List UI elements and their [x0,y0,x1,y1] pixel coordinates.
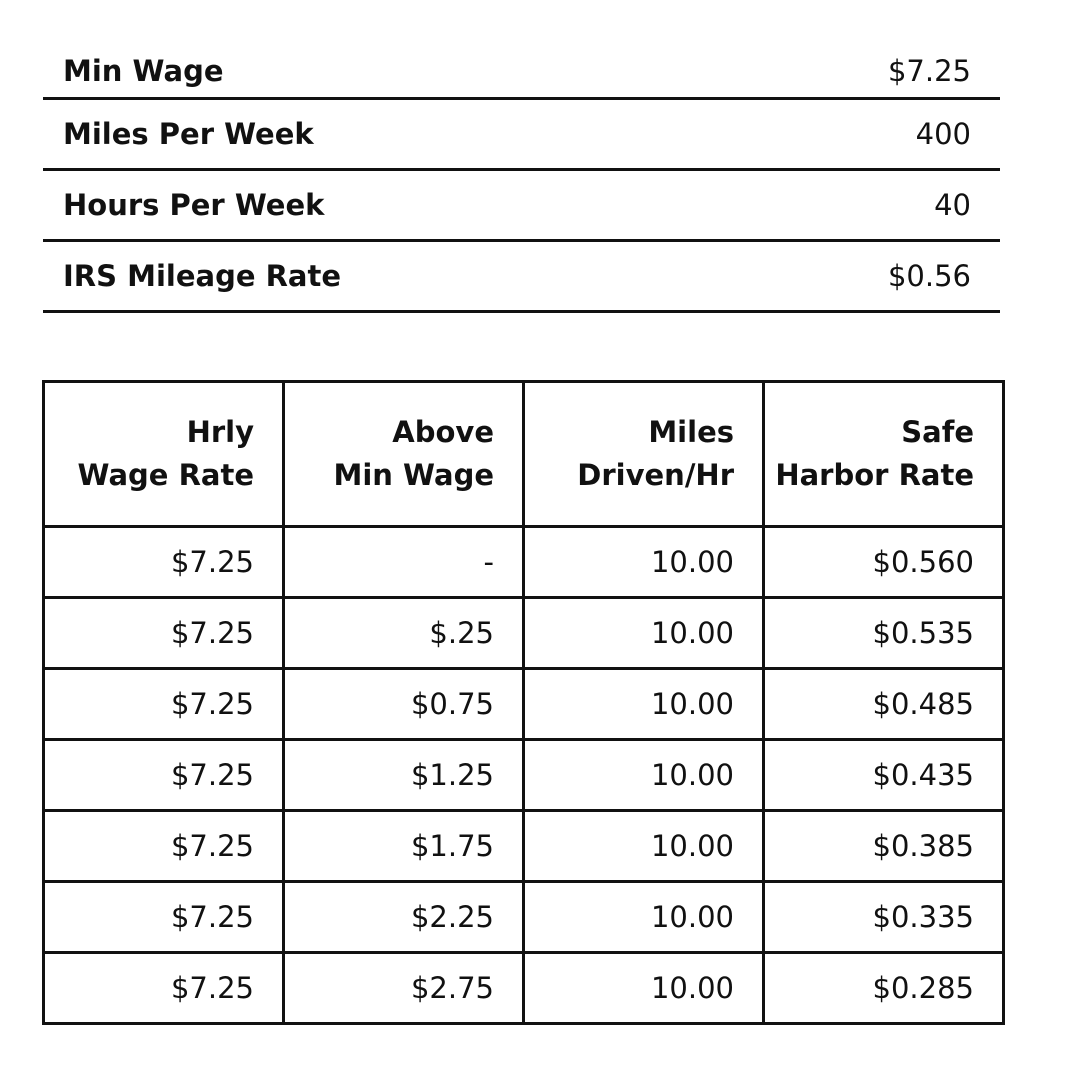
header-safe-harbor-rate: Safe Harbor Rate [764,382,1004,527]
param-row-irs-mileage-rate [43,242,1000,313]
table-row [44,527,1004,598]
param-row-hours-per-week [43,171,1000,242]
header-hourly-wage-rate: Hrly Wage Rate [44,382,284,527]
table-header-row [44,382,1004,527]
cell-hourly-wage-rate: $7.25 [44,669,284,740]
cell-above-min-wage: $2.75 [284,953,524,1024]
cell-above-min-wage: $1.75 [284,811,524,882]
param-label: Min Wage [63,53,224,88]
cell-safe-harbor-rate: $0.485 [764,669,1004,740]
cell-hourly-wage-rate: $7.25 [44,953,284,1024]
cell-hourly-wage-rate: $7.25 [44,598,284,669]
cell-miles-driven-per-hour: 10.00 [524,811,764,882]
cell-hourly-wage-rate: $7.25 [44,740,284,811]
cell-miles-driven-per-hour: 10.00 [524,953,764,1024]
cell-above-min-wage: $1.25 [284,740,524,811]
param-label: Hours Per Week [63,188,325,222]
table-row [44,740,1004,811]
param-value: 400 [915,117,971,151]
cell-above-min-wage: $2.25 [284,882,524,953]
table-row [44,811,1004,882]
cell-safe-harbor-rate: $0.560 [764,527,1004,598]
cell-miles-driven-per-hour: 10.00 [524,669,764,740]
param-value: $0.56 [887,259,971,293]
cell-miles-driven-per-hour: 10.00 [524,740,764,811]
cell-safe-harbor-rate: $0.435 [764,740,1004,811]
cell-hourly-wage-rate: $7.25 [44,811,284,882]
param-row-miles-per-week [43,100,1000,171]
header-above-min-wage: Above Min Wage [284,382,524,527]
cell-miles-driven-per-hour: 10.00 [524,882,764,953]
cell-above-min-wage: $.25 [284,598,524,669]
parameters-list [43,44,1000,313]
cell-above-min-wage: - [284,527,524,598]
cell-above-min-wage: $0.75 [284,669,524,740]
table-row [44,953,1004,1024]
cell-safe-harbor-rate: $0.335 [764,882,1004,953]
table-row [44,882,1004,953]
param-value: $7.25 [887,53,971,88]
cell-hourly-wage-rate: $7.25 [44,527,284,598]
table-row [44,669,1004,740]
cell-miles-driven-per-hour: 10.00 [524,598,764,669]
param-row-min-wage [43,44,1000,100]
safe-harbor-table [42,380,1005,1025]
param-label: IRS Mileage Rate [63,259,342,293]
header-miles-driven-per-hour: Miles Driven/Hr [524,382,764,527]
cell-safe-harbor-rate: $0.535 [764,598,1004,669]
cell-hourly-wage-rate: $7.25 [44,882,284,953]
param-value: 40 [934,188,971,222]
cell-miles-driven-per-hour: 10.00 [524,527,764,598]
cell-safe-harbor-rate: $0.285 [764,953,1004,1024]
param-label: Miles Per Week [63,117,314,151]
cell-safe-harbor-rate: $0.385 [764,811,1004,882]
table-row [44,598,1004,669]
